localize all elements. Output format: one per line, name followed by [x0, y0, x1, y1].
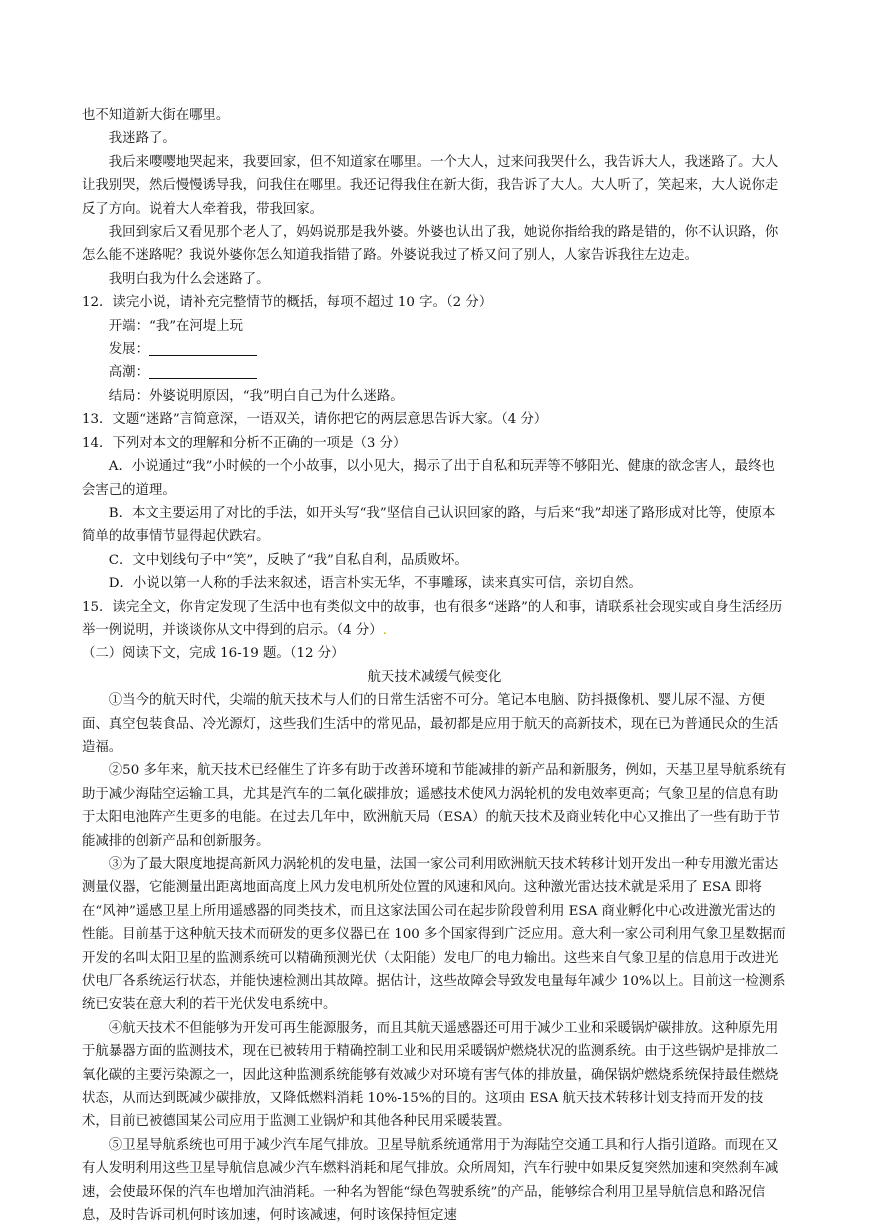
question-12-stem: 12．读完小说，请补充完整情节的概括，每项不超过 10 字。（2 分）: [82, 295, 493, 311]
question-15: [82, 596, 787, 643]
story-paragraph: 我迷路了。: [108, 131, 176, 147]
q12-climax: [82, 361, 787, 384]
answer-blank[interactable]: [149, 341, 257, 356]
story-paragraph: 也不知道新大街在哪里。: [82, 108, 230, 123]
article-title: 航天技术减缓气候变化: [367, 669, 502, 685]
article-paragraph: ②50 多年来，航天技术已经催生了许多有助于改善环境和节能减排的新产品和新服务，例如，天基卫星导航系统有助于减少海陆空运输工具，尤其是汽车的二氧化碳排放；遥感技术使风力涡轮机的发电效率更高；气象卫星的信息有助于太阳电池阵产生更多的电能。在过去几年中，欧洲航天局（ESA）的航天技术及商业转化中心又推出了一些有助于节能减排的创新产品和创新服务。: [82, 763, 787, 849]
q12-climax-label: 高潮：: [108, 365, 149, 381]
article-paragraph: ③为了最大限度地提高新风力涡轮机的发电量，法国一家公司利用欧洲航天技术转移计划开发出一种专用激光雷达测量仪器，它能测量出距离地面高度上风力发电机所处位置的风速和风向。这种激光雷达技术就是采用了 ESA 即将在“风神”遥感卫星上所用遥感器的同类技术，而且这家法国公司在起步阶段曾利用 ESA 商业孵化中心改进激光雷达的性能。目前基于这种航天技术而研发的更多仪器已在 100 多个国家得到广泛应用。意大利一家公司利用气象卫星数据而开发的名叫太阳卫星的监测系统可以精确预测光伏（太阳能）发电厂的电力输出。这些来自气象卫星的信息用于改进光伏电厂各系统运行状态，并能快速检测出其故障。据估计，这些故障会导致发电量每年减少 10%以上。目前这一检测系统已安装在意大利的若干光伏发电系统中。: [82, 857, 786, 1013]
q14-option-d: D．小说以第一人称的手法来叙述，语言朴实无华，不事雕琢，读来真实可信，亲切自然。: [108, 576, 642, 592]
stray-mark: .: [382, 622, 387, 638]
q12-start: 开端：“我”在河堤上玩: [108, 318, 244, 334]
story-paragraph: 我后来嘤嘤地哭起来，我要回家，但不知道家在哪里。一个大人，过来问我哭什么，我告诉大人，我迷路了。大人让我别哭，然后慢慢诱导我，问我住在哪里。我还记得我住在新大街，我告诉了大人。大人听了，笑起来，大人说你走反了方向。说着大人牵着我，带我回家。: [82, 154, 779, 217]
story-paragraph: 我回到家后又看见那个老人了，妈妈说那是我外婆。外婆也认出了我，她说你指给我的路是错的，你不认识路，你怎么能不迷路呢？我说外婆你怎么知道我指错了路。外婆说我过了桥又问了别人，人家告诉我往左边走。: [82, 225, 779, 264]
story-paragraph: 我明白我为什么会迷路了。: [108, 271, 270, 287]
question-15-text: 15．读完全文，你肯定发现了生活中也有类似文中的故事，也有很多“迷路”的人和事，请联系社会现实或自身生活经历举一例说明，并谈谈你从文中得到的启示。（4 分）: [82, 599, 783, 638]
q12-end: 结局：外婆说明原因，“我”明白自己为什么迷路。: [108, 388, 404, 404]
q14-option-b: B．本文主要运用了对比的手法，如开头写“我”坚信自己认识回家的路，与后来“我”却迷了路形成对比等，使原本简单的故事情节显得起伏跌宕。: [82, 505, 776, 545]
article-paragraph: ④航天技术不但能够为开发可再生能源服务，而且其航天遥感器还可用于减少工业和采暖锅炉碳排放。这种原先用于航暴器方面的监测技术，现在已被转用于精确控制工业和民用采暖锅炉燃烧状况的监测系统。由于这些锅炉是排放二氧化碳的主要污染源之一，因此这种监测系统能够有效减少对环境有害气体的排放量，确保锅炉燃烧系统保持最佳燃烧状态，从而达到既减少碳排放，又降低燃料消耗 10%-15%的目的。这项由 ESA 航天技术转移计划支持而开发的技术，目前已被德国某公司应用于监测工业锅炉和其他各种民用采暖装置。: [82, 1020, 779, 1130]
article-paragraph: ①当今的航天时代，尖端的航天技术与人们的日常生活密不可分。笔记本电脑、防抖摄像机、婴儿尿不湿、方便面、真空包装食品、冷光源灯，这些我们生活中的常见品，最初都是应用于航天的高新技术，现在已为普通民众的生活造福。: [82, 693, 779, 755]
question-14-stem: 14．下列对本文的理解和分析不正确的一项是（3 分）: [82, 435, 407, 451]
article-paragraph: ⑤卫星导航系统也可用于减少汽车尾气排放。卫星导航系统通常用于为海陆空交通工具和行人指引道路。而现在又有人发明利用这些卫星导航信息减少汽车燃料消耗和尾气排放。众所周知，汽车行驶中如果反复突然加速和突然刹车减速，会使最环保的汽车也增加汽油消耗。一种名为智能“绿色驾驶系统”的产品，能够综合利用卫星导航信息和路况信息，及时告诉司机何时该加速，何时该减速，何时该保持恒定速: [82, 1137, 779, 1224]
q12-develop-label: 发展：: [108, 342, 149, 358]
q14-option-a: A．小说通过“我”小时候的一个小故事，以小见大，揭示了出于自私和玩弄等不够阳光、健康的欲念害人，最终也会害己的道理。: [82, 459, 775, 498]
question-13: 13．文题“迷路”言简意深，一语双关，请你把它的两层意思告诉大家。（4 分）: [82, 412, 548, 428]
q12-develop: [82, 338, 787, 361]
section-2-heading: （二）阅读下文，完成 16-19 题。（12 分）: [82, 646, 345, 662]
q14-option-c: C．文中划线句子中“笑”，反映了“我”自私自利，品质败坏。: [108, 552, 468, 568]
answer-blank[interactable]: [149, 364, 257, 379]
